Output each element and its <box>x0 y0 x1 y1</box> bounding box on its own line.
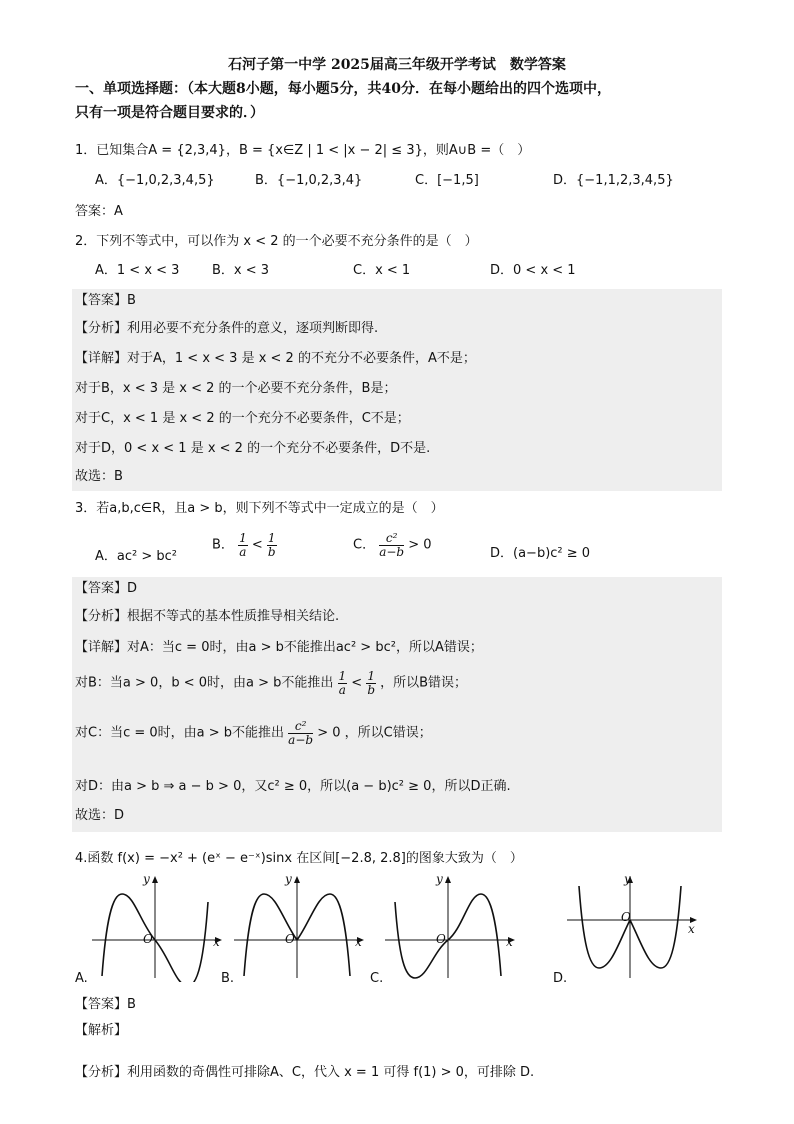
q1-option-a: A．{−1,0,2,3,4,5} <box>95 173 215 188</box>
q1-option-c: C．[−1,5] <box>415 173 479 188</box>
graph-b-y-label: y <box>285 872 292 886</box>
q3-option-b-lt: < <box>251 537 263 553</box>
q1-answer: 答案：A <box>75 204 123 219</box>
q2-analysis: 【分析】利用必要不充分条件的意义，逐项判断即得. <box>75 321 379 336</box>
q2-answer: 【答案】B <box>75 293 136 308</box>
q1-stem: 1．已知集合A = {2,3,4}，B = {x∈Z | 1 < |x − 2| ≤ 3}，则A∪B =（ ） <box>75 143 531 158</box>
q4-solution-heading: 【解析】 <box>75 1023 128 1038</box>
q3-stem: 3．若a,b,c∈R，且a > b，则下列不等式中一定成立的是（ ） <box>75 501 444 516</box>
q3-option-b <box>212 532 277 559</box>
graph-a-origin: O <box>143 932 153 946</box>
page-title: 石河子第一中学 2025届高三年级开学考试 数学答案 <box>228 57 566 73</box>
graph-a-y-label: y <box>143 872 150 886</box>
graph-d-y-label: y <box>624 872 631 886</box>
graph-a-x-label: x <box>213 935 220 949</box>
q2-conclusion: 故选：B <box>75 469 123 484</box>
q3-detail-c-tail: ，所以C错误； <box>344 725 432 741</box>
section-heading-line2: 只有一项是符合题目要求的．） <box>75 105 264 121</box>
q2-option-a: A．1 < x < 3 <box>95 263 180 278</box>
q3-option-a: A．ac² > bc² <box>95 549 177 564</box>
q4-graph-b <box>232 872 372 982</box>
graph-c-origin: O <box>436 932 446 946</box>
q3-detail-c-frac: $\frac{\text{c²}}{a-b}$ <box>288 719 314 747</box>
q3-detail-c <box>75 720 432 747</box>
q2-stem: 2．下列不等式中，可以作为 x < 2 的一个必要不充分条件的是（ ） <box>75 234 478 249</box>
q4-graph-d <box>565 872 705 982</box>
q3-answer: 【答案】D <box>75 581 138 596</box>
q3-detail-c-gt0: > 0 <box>317 725 341 741</box>
q3-option-c <box>353 532 432 559</box>
q3-conclusion: 故选：D <box>75 808 125 823</box>
q4-graph-a <box>90 872 230 982</box>
section-heading-line1: 一、单项选择题：（本大题8小题，每小题5分，共40分．在每小题给出的四个选项中， <box>75 81 611 97</box>
q1-option-b: B．{−1,0,2,3,4} <box>255 173 363 188</box>
q4-answer: 【答案】B <box>75 997 136 1012</box>
q4-option-a-label: A. <box>75 971 88 986</box>
graph-c-y-arrow <box>445 876 451 883</box>
q3-detail-b-frac-1a: $\frac{1}{a}$ <box>338 669 347 697</box>
q3-option-c-label: C． <box>353 537 376 553</box>
q2-detail-c: 对于C，x < 1 是 x < 2 的一个充分不必要条件，C不是； <box>75 411 410 426</box>
q3-detail-b-frac-1b: $\frac{1}{b}$ <box>367 669 375 697</box>
graph-d-origin: O <box>621 910 631 924</box>
q1-option-d: D．{−1,1,2,3,4,5} <box>553 173 674 188</box>
graph-c-x-label: x <box>506 935 513 949</box>
q3-option-b-frac-1a: $\frac{1}{a}$ <box>239 531 247 559</box>
q3-detail-c-text: 对C：当c = 0时，由a > b不能推出 <box>75 725 285 741</box>
graph-b-origin: O <box>285 932 295 946</box>
q2-detail-b: 对于B，x < 3 是 x < 2 的一个必要不充分条件，B是； <box>75 381 397 396</box>
q3-option-c-frac: $\frac{\text{c²}}{a-b}$ <box>379 531 405 559</box>
q4-analysis: 【分析】利用函数的奇偶性可排除A、C，代入 x = 1 可得 f(1) > 0，可排除 D. <box>75 1065 535 1080</box>
q4-graph-c <box>383 872 523 982</box>
q3-detail-b <box>75 670 467 697</box>
q3-option-b-label: B． <box>212 537 234 553</box>
q3-option-b-frac-1b: $\frac{1}{b}$ <box>267 531 276 559</box>
q4-option-b-label: B. <box>221 971 235 986</box>
graph-b-y-arrow <box>294 876 300 883</box>
q3-analysis: 【分析】根据不等式的基本性质推导相关结论. <box>75 609 340 624</box>
q3-detail-a: 【详解】对A：当c = 0时，由a > b不能推出ac² > bc²，所以A错误； <box>75 640 483 655</box>
q3-detail-b-text: 对B：当a > 0，b < 0时，由a > b不能推出 <box>75 675 334 691</box>
q2-detail-d: 对于D，0 < x < 1 是 x < 2 的一个充分不必要条件，D不是. <box>75 441 431 456</box>
graph-b-x-label: x <box>355 935 362 949</box>
q4-option-c-label: C. <box>370 971 384 986</box>
q2-option-c: C．x < 1 <box>353 263 411 278</box>
q3-option-d: D．(a−b)c² ≥ 0 <box>490 546 591 561</box>
q3-option-c-gt0: > 0 <box>408 537 432 553</box>
q2-option-b: B．x < 3 <box>212 263 270 278</box>
q4-option-d-label: D. <box>553 971 568 986</box>
graph-c-y-label: y <box>436 872 443 886</box>
q2-option-d: D．0 < x < 1 <box>490 263 576 278</box>
q3-detail-b-lt: < <box>351 675 363 691</box>
q4-stem: 4.函数 f(x) = −x² + (eˣ − e⁻ˣ)sinx 在区间[−2.8, 2.8]的图象大致为（ ） <box>75 851 523 866</box>
q3-detail-d: 对D：由a > b ⇒ a − b > 0，又c² ≥ 0，所以(a − b)c² ≥ 0，所以D正确. <box>75 779 511 794</box>
graph-a-y-arrow <box>152 876 158 883</box>
q3-detail-b-tail: ，所以B错误； <box>380 675 468 691</box>
graph-d-x-label: x <box>688 922 695 936</box>
q2-detail-a: 【详解】对于A，1 < x < 3 是 x < 2 的不充分不必要条件，A不是； <box>75 351 476 366</box>
